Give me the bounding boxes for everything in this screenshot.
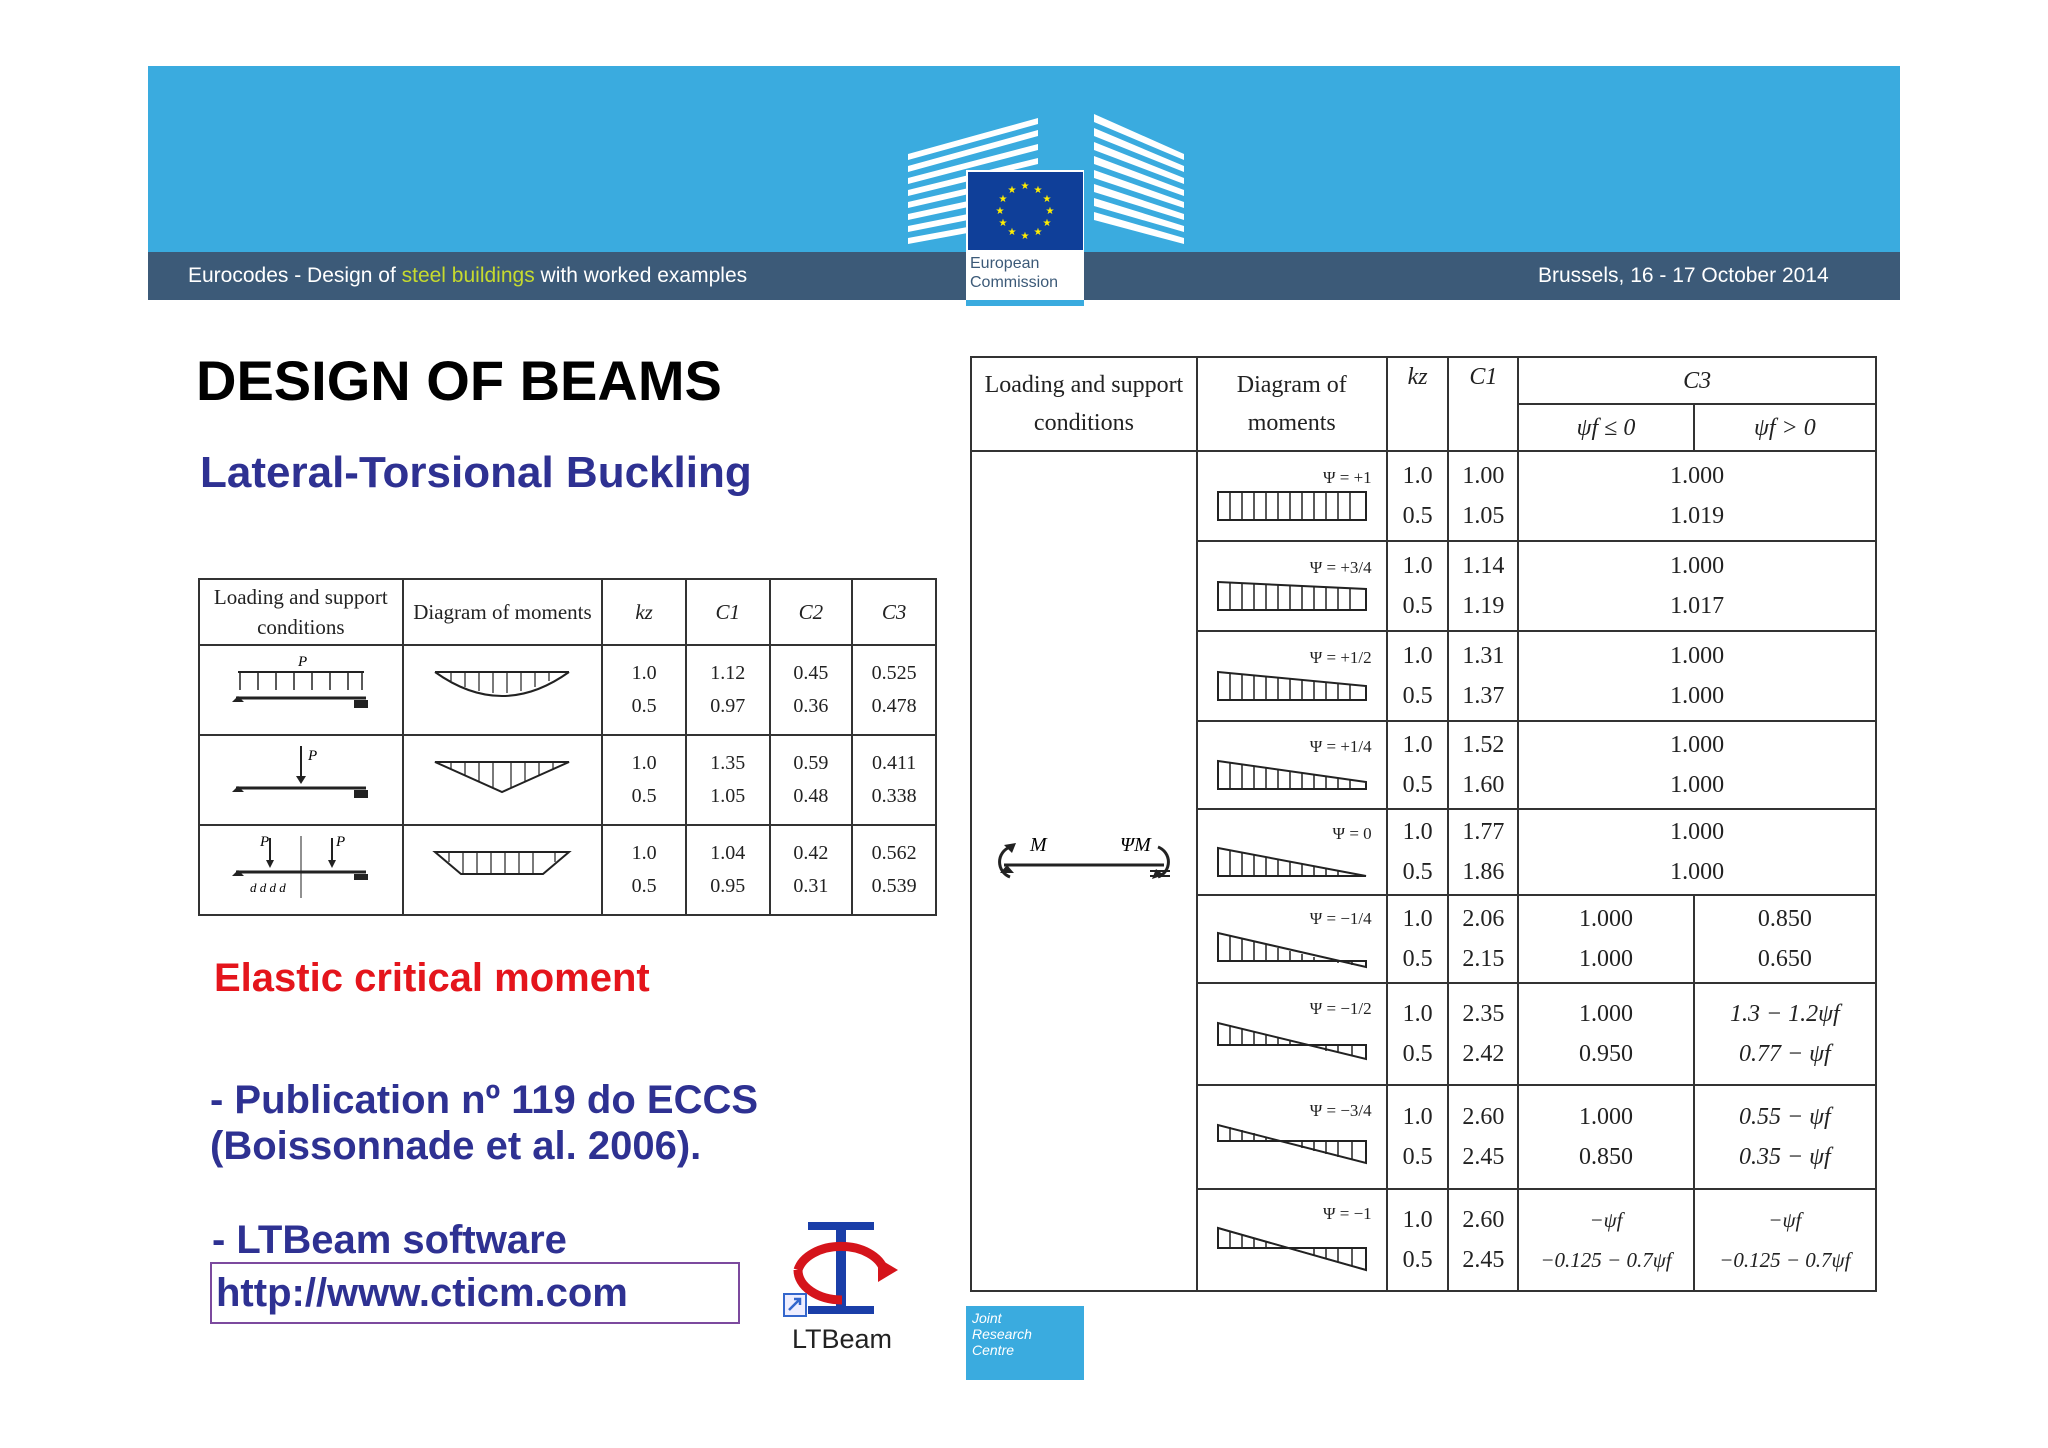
svg-text:★: ★ [1020,231,1030,242]
header-loading: Loading and support conditions [971,357,1197,451]
c1-values: 1.00 1.05 [1448,451,1518,541]
kz-values: 1.0 0.5 [1387,983,1449,1085]
table-row [199,645,936,735]
load-diagram-end-moments [971,451,1197,1291]
c3-values: 1.000 1.000 [1518,631,1876,721]
svg-text:★: ★ [1007,227,1017,238]
c1-values: 1.35 1.05 [686,735,770,825]
svg-text:★: ★ [1033,227,1043,238]
moment-diagram-parabolic [403,645,603,735]
load-diagram-point-load [199,735,403,825]
page-title: DESIGN OF BEAMS [196,349,722,412]
eu-flag-icon [968,172,1083,250]
load-label: P [307,747,317,764]
c1-values: 1.14 1.19 [1448,541,1518,631]
c3-values: 1.000 1.017 [1518,541,1876,631]
event-date: Brussels, 16 - 17 October 2014 [1538,264,1829,287]
c3-values: 1.000 1.000 [1518,721,1876,809]
ltbeam-caption: LTBeam [792,1324,893,1354]
moment-diagram: Ψ = −1 [1197,1189,1387,1291]
moment-diagram: Ψ = +1 [1197,451,1387,541]
header-diagram: Diagram of moments [403,579,603,645]
c1-values: 2.60 2.45 [1448,1189,1518,1291]
header-kz: kz [602,579,686,645]
c3-positive-values: 1.3 − 1.2ψf 0.77 − ψf [1694,983,1876,1085]
kz-values: 1.0 0.5 [602,735,686,825]
c3-values: 0.411 0.338 [852,735,936,825]
c3-positive-values: 0.55 − ψf 0.35 − ψf [1694,1085,1876,1189]
ec-logo-text: European Commission [970,255,1059,291]
svg-text:★: ★ [1033,185,1043,196]
c2-values: 0.42 0.31 [770,825,853,915]
dimension-label: d d d d [249,879,286,895]
svg-text:★: ★ [1007,185,1017,196]
moment-diagram: Ψ = −3/4 [1197,1085,1387,1189]
svg-text:★: ★ [995,206,1005,217]
c1-values: 1.04 0.95 [686,825,770,915]
load-label: P [297,653,307,670]
header-c3: C3 [1518,357,1876,404]
kz-values: 1.0 0.5 [1387,631,1449,721]
ec-logo-underline [966,300,1084,306]
table-row [971,451,1876,541]
kz-values: 1.0 0.5 [1387,1085,1449,1189]
svg-text:★: ★ [1042,194,1052,205]
c1-values: 1.77 1.86 [1448,809,1518,895]
table-lt-buckling-end-moments [970,356,1877,1292]
svg-text:★: ★ [1042,218,1052,229]
svg-text:★: ★ [1045,206,1055,217]
header-psi-f-positive: ψf > 0 [1694,404,1876,451]
c2-values: 0.45 0.36 [770,645,853,735]
cticm-link[interactable]: http://www.cticm.com [210,1262,740,1324]
header-c3: C3 [852,579,936,645]
moment-diagram: Ψ = +3/4 [1197,541,1387,631]
svg-text:★: ★ [998,194,1008,205]
header-c2: C2 [770,579,853,645]
kz-values: 1.0 0.5 [1387,721,1449,809]
header-diagram: Diagram of moments [1197,357,1387,451]
c1-values: 2.06 2.15 [1448,895,1518,983]
c3-nonpositive-values: −ψf −0.125 − 0.7ψf [1518,1189,1693,1291]
kz-values: 1.0 0.5 [1387,1189,1449,1291]
page-subtitle: Lateral-Torsional Buckling [200,448,752,497]
table-row [199,735,936,825]
c3-values: 1.000 1.019 [1518,451,1876,541]
c3-positive-values: 0.850 0.650 [1694,895,1876,983]
load-label: P [335,833,345,850]
moment-diagram: Ψ = −1/4 [1197,895,1387,983]
header-psi-f-nonpositive: ψf ≤ 0 [1518,404,1693,451]
svg-text:★: ★ [998,218,1008,229]
table-lt-buckling-transverse-loads [198,578,937,916]
header-c1: C1 [1448,357,1518,451]
moment-diagram: Ψ = 0 [1197,809,1387,895]
kz-values: 1.0 0.5 [1387,451,1449,541]
load-diagram-udl [199,645,403,735]
c1-values: 2.60 2.45 [1448,1085,1518,1189]
header-loading: Loading and support conditions [199,579,403,645]
event-title: Eurocodes - Design of steel buildings with worked examples [188,264,748,287]
kz-values: 1.0 0.5 [1387,541,1449,631]
moment-diagram: Ψ = −1/2 [1197,983,1387,1085]
c1-values: 2.35 2.42 [1448,983,1518,1085]
moment-diagram: Ψ = +1/2 [1197,631,1387,721]
svg-text:★: ★ [1020,181,1030,192]
load-label: P [259,833,269,850]
table-row [199,825,936,915]
c3-nonpositive-values: 1.000 0.950 [1518,983,1693,1085]
publication-reference: (Boissonnade et al. 2006). [210,1124,702,1168]
jrc-logo: Joint Research Centre [966,1306,1084,1380]
c3-values: 1.000 1.000 [1518,809,1876,895]
moment-diagram-triangular [403,735,603,825]
moment-diagram-trapezoidal [403,825,603,915]
c1-values: 1.12 0.97 [686,645,770,735]
moment-diagram: Ψ = +1/4 [1197,721,1387,809]
software-line: - LTBeam software [212,1218,567,1262]
kz-values: 1.0 0.5 [1387,895,1449,983]
c2-values: 0.59 0.48 [770,735,853,825]
header-c1: C1 [686,579,770,645]
moment-label: ΨM [1119,834,1151,856]
moment-label: M [1029,834,1047,856]
section-heading: Elastic critical moment [214,956,650,1000]
c1-values: 1.31 1.37 [1448,631,1518,721]
header-kz: kz [1387,357,1449,451]
ltbeam-app-icon[interactable] [780,1218,910,1338]
c3-nonpositive-values: 1.000 1.000 [1518,895,1693,983]
c1-values: 1.52 1.60 [1448,721,1518,809]
publication-line: - Publication nº 119 do ECCS [210,1078,759,1122]
c3-nonpositive-values: 1.000 0.850 [1518,1085,1693,1189]
kz-values: 1.0 0.5 [602,825,686,915]
kz-values: 1.0 0.5 [602,645,686,735]
load-diagram-two-point-loads [199,825,403,915]
c3-positive-values: −ψf −0.125 − 0.7ψf [1694,1189,1876,1291]
c3-values: 0.525 0.478 [852,645,936,735]
kz-values: 1.0 0.5 [1387,809,1449,895]
c3-values: 0.562 0.539 [852,825,936,915]
